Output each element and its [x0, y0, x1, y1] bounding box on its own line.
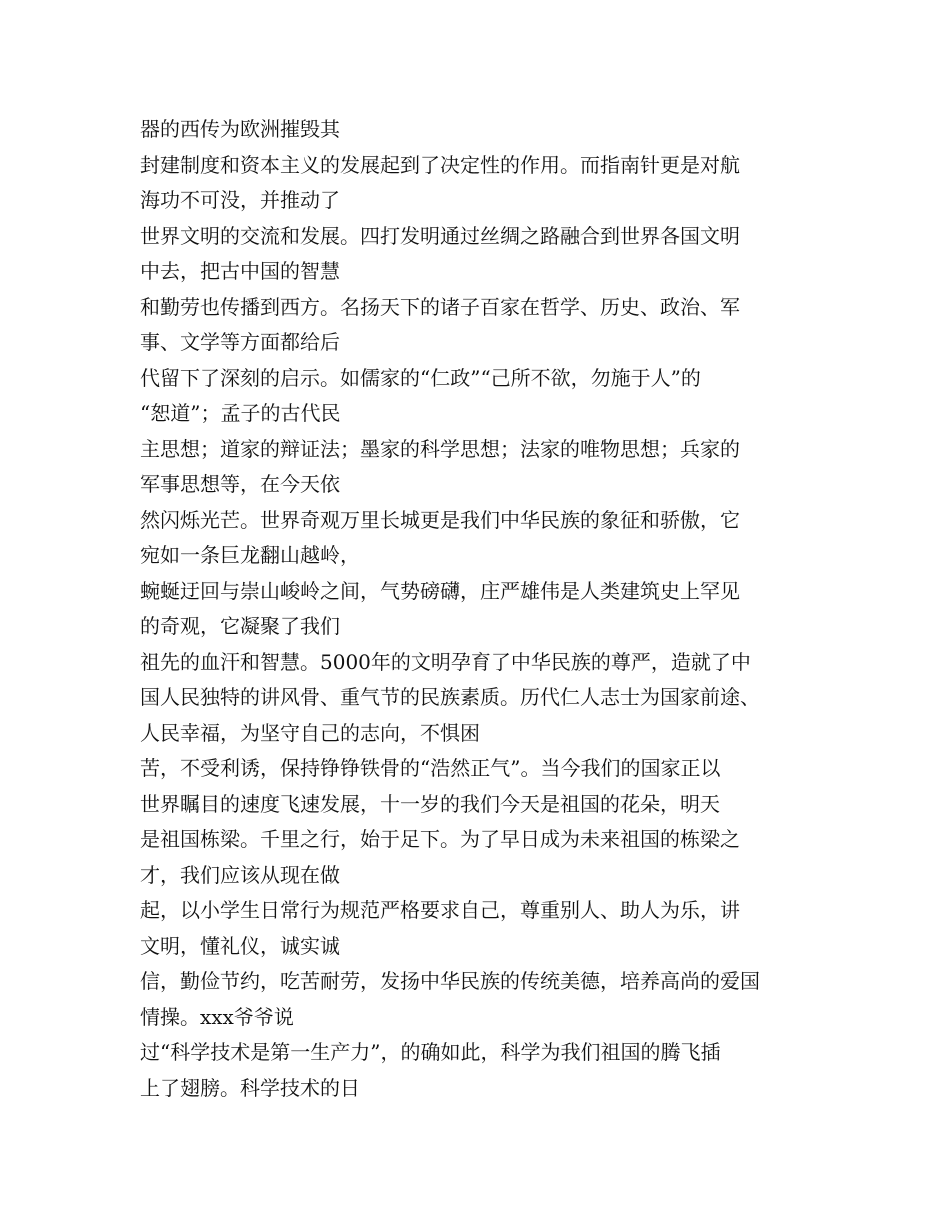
text-line: 的奇观，它凝聚了我们	[140, 614, 340, 638]
text-line: 是祖国栋梁。千里之行，始于足下。为了早日成为未来祖国的栋梁之	[140, 827, 740, 851]
text-line: 情操。xxx爷爷说	[140, 1004, 294, 1029]
text-line: 才，我们应该从现在做	[140, 862, 340, 887]
text-line: 宛如一条巨龙翻山越岭，	[140, 543, 360, 567]
text-line: 上了翅膀。科学技术的日	[140, 1075, 360, 1100]
text-line: 蜿蜒迂回与崇山峻岭之间，气势磅礴，庄严雄伟是人类建筑史上罕见	[140, 578, 740, 603]
text-line: 世界瞩目的速度飞速发展，十一岁的我们今天是祖国的花朵，明天	[140, 791, 720, 816]
text-line: 海功不可没，并推动了	[140, 188, 340, 212]
text-line: 过“科学技术是第一生产力”，的确如此，科学为我们祖国的腾飞插	[140, 1040, 721, 1064]
text-line: 事、文学等方面都给后	[140, 330, 340, 354]
text-line: 和勤劳也传播到西方。名扬天下的诸子百家在哲学、历史、政治、军	[140, 294, 740, 319]
text-line: 祖先的血汗和智慧。5000年的文明孕育了中华民族的尊严，造就了中	[140, 649, 751, 674]
text-line: 文明，懂礼仪，诚实诚	[140, 933, 340, 958]
text-line: 器的西传为欧洲摧毁其	[140, 117, 340, 141]
text-line: 中去，把古中国的智慧	[140, 259, 340, 283]
document-body	[140, 112, 812, 1106]
text-line: 主思想；道家的辩证法；墨家的科学思想；法家的唯物思想；兵家的	[140, 436, 740, 461]
text-line: 苦，不受利诱，保持铮铮铁骨的“浩然正气”。当今我们的国家正以	[140, 756, 721, 780]
text-line: 国人民独特的讲风骨、重气节的民族素质。历代仁人志士为国家前途、	[140, 685, 760, 709]
text-line: 代留下了深刻的启示。如儒家的“仁政”“己所不欲，勿施于人”的	[140, 365, 701, 390]
text-line: 封建制度和资本主义的发展起到了决定性的作用。而指南针更是对航	[140, 152, 740, 177]
text-line: “恕道”；孟子的古代民	[140, 401, 341, 425]
text-line: 起，以小学生日常行为规范严格要求自己，尊重别人、助人为乐，讲	[140, 898, 740, 922]
text-line: 人民幸福，为坚守自己的志向，不惧困	[140, 720, 480, 745]
text-line: 然闪烁光芒。世界奇观万里长城更是我们中华民族的象征和骄傲，它	[140, 507, 740, 532]
text-line: 世界文明的交流和发展。四打发明通过丝绸之路融合到世界各国文明	[140, 223, 740, 248]
text-line: 信，勤俭节约，吃苦耐劳，发扬中华民族的传统美德，培养高尚的爱国	[140, 969, 760, 993]
text-line: 军事思想等，在今天依	[140, 472, 340, 496]
